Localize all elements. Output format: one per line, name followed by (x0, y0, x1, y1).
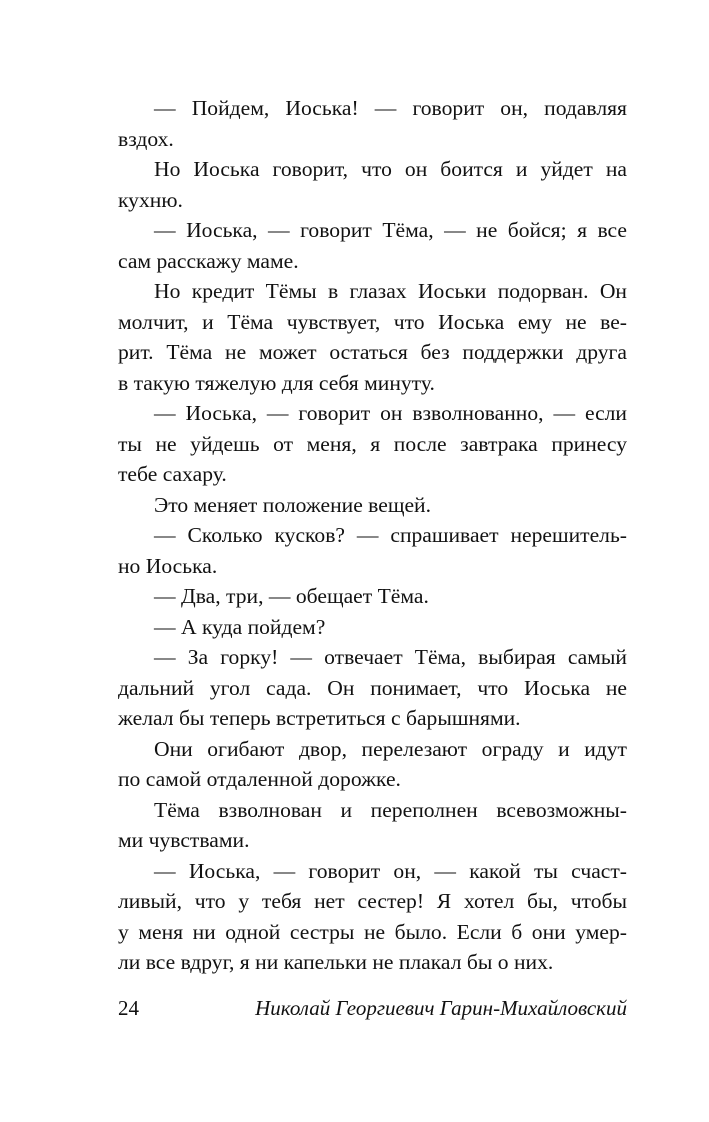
text-line: рит. Тёма не может остаться без поддержки друга (118, 340, 627, 364)
paragraph (118, 490, 627, 521)
text-line: вздох. (118, 126, 174, 151)
text-line: по самой отдаленной дорожке. (118, 767, 401, 791)
text-line: — Пойдем, Иоська! — говорит он, подавляя (154, 96, 627, 120)
text-line: Но Иоська говорит, что он боится и уйдет на (154, 157, 627, 181)
paragraph (118, 581, 627, 612)
paragraph (118, 612, 627, 643)
text-line: Но кредит Тёмы в глазах Иоськи подорван. Он (154, 279, 627, 303)
text-line: ли все вдруг, я ни капельки не плакал бы о них. (118, 950, 554, 974)
text-line: — Иоська, — говорит он, — какой ты счаст- (154, 858, 627, 883)
body-text (118, 93, 627, 978)
text-line: — А куда пойдем? (154, 614, 326, 639)
paragraph (118, 398, 627, 490)
text-line: ливый, что у тебя нет сестер! Я хотел бы, чтобы (118, 889, 627, 913)
page-body (118, 93, 627, 978)
text-line: но Иоська. (118, 553, 218, 578)
text-line: — Два, три, — обещает Тёма. (154, 584, 429, 608)
paragraph (118, 520, 627, 581)
text-line: — Иоська, — говорит он взволнованно, — если (154, 401, 627, 425)
paragraph (118, 154, 627, 215)
text-line: у меня ни одной сестры не было. Если б они умер- (118, 919, 627, 944)
text-line: — Иоська, — говорит Тёма, — не бойся; я все (154, 218, 627, 242)
text-line: — Сколько кусков? — спрашивает нерешитель- (154, 523, 627, 547)
text-line: Тёма взволнован и переполнен всевозможны- (154, 797, 627, 822)
paragraph (118, 276, 627, 398)
text-line: Это меняет положение вещей. (154, 492, 431, 517)
text-line: ми чувствами. (118, 828, 250, 852)
paragraph (118, 215, 627, 276)
running-author: Николай Георгиевич Гарин-Михайловский (255, 996, 627, 1020)
page-footer (118, 996, 627, 1021)
paragraph (118, 93, 627, 154)
paragraph (118, 856, 627, 978)
text-line: сам расскажу маме. (118, 248, 299, 273)
page-number: 24 (118, 996, 139, 1020)
text-line: дальний угол сада. Он понимает, что Иоська не (118, 675, 627, 700)
text-line: Они огибают двор, перелезают ограду и идут (154, 736, 627, 761)
text-line: — За горку! — отвечает Тёма, выбирая самый (154, 645, 627, 669)
text-line: желал бы теперь встретиться с барышнями. (118, 706, 521, 730)
paragraph (118, 795, 627, 856)
text-line: ты не уйдешь от меня, я после завтрака принесу (118, 431, 627, 456)
paragraph (118, 734, 627, 795)
paragraph (118, 642, 627, 734)
text-line: в такую тяжелую для себя минуту. (118, 370, 435, 395)
text-line: кухню. (118, 187, 183, 212)
text-line: молчит, и Тёма чувствует, что Иоська ему не ве- (118, 309, 627, 334)
text-line: тебе сахару. (118, 462, 227, 486)
